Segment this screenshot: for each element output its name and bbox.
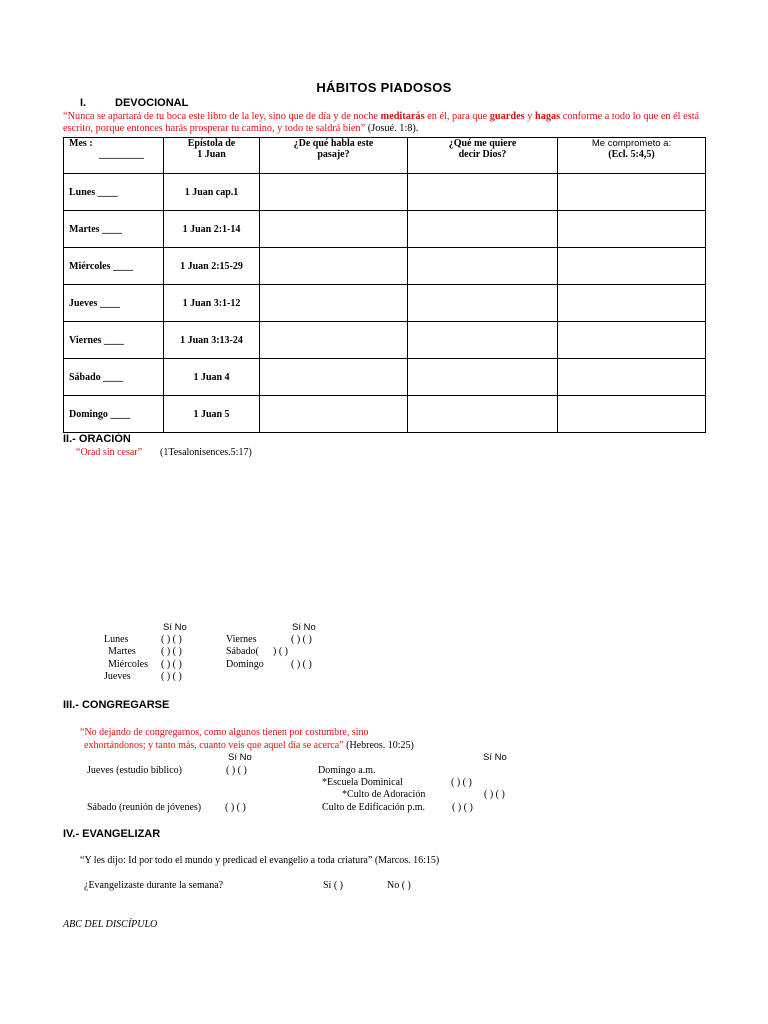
congregarse-domingo-am: Domingo a.m. bbox=[318, 765, 376, 776]
oracion-day-martes: Martes bbox=[108, 646, 136, 657]
pasaje-header: ¿De qué habla este pasaje? bbox=[260, 138, 408, 174]
oracion-day-jueves: Jueves bbox=[104, 671, 131, 682]
oracion-check-viernes[interactable]: ( ) ( ) bbox=[291, 634, 312, 645]
compromiso-cell[interactable] bbox=[558, 248, 706, 285]
compromiso-cell[interactable] bbox=[558, 396, 706, 433]
oracion-si-no-left: Sí No bbox=[163, 622, 187, 633]
pasaje-cell[interactable] bbox=[260, 211, 408, 248]
compromiso-cell[interactable] bbox=[558, 359, 706, 396]
congregarse-check-edificacion[interactable]: ( ) ( ) bbox=[452, 802, 473, 813]
congregarse-sabado: Sábado (reunión de jóvenes) bbox=[87, 802, 202, 813]
congregarse-check-adoracion[interactable]: ( ) ( ) bbox=[484, 789, 505, 800]
devocional-quote: “Nunca se apartará de tu boca este libro de la ley, sino que de día y de noche meditarás en él, para que guardes y hagas conforme a todo lo que en él está escrito, porque entonces harás prosperar tu camino, y todo te saldrá bien” (Josué. 1:8). bbox=[63, 111, 700, 134]
dios-cell[interactable] bbox=[408, 211, 558, 248]
table-row bbox=[64, 396, 706, 433]
congregarse-jueves: Jueves (estudio bíblico) bbox=[87, 765, 182, 776]
table-row bbox=[64, 322, 706, 359]
dios-cell[interactable] bbox=[408, 174, 558, 211]
day-cell: Lunes ____ bbox=[64, 174, 164, 211]
month-header: Mes : _________ bbox=[64, 138, 164, 174]
evangelizar-question: ¿Evangelizaste durante la semana? bbox=[84, 880, 224, 891]
table-row bbox=[64, 174, 706, 211]
congregarse-si-no-right: Sí No bbox=[483, 752, 507, 763]
day-cell: Martes ____ bbox=[64, 211, 164, 248]
ref-cell: 1 Juan 3:13-24 bbox=[164, 322, 260, 359]
oracion-day-viernes: Viernes bbox=[226, 634, 257, 645]
oracion-day-domingo: Domingo bbox=[226, 659, 264, 670]
oracion-check-martes[interactable]: ( ) ( ) bbox=[161, 646, 182, 657]
oracion-day-sabado: Sábado( bbox=[226, 646, 259, 657]
table-row bbox=[64, 211, 706, 248]
evangelizar-no-checkbox[interactable]: No ( ) bbox=[387, 880, 411, 891]
congregarse-quote-line2: exhortándonos; y tanto más, cuanto veis que aquel día se acerca” (Hebreos. 10:25) bbox=[84, 740, 414, 751]
oracion-day-miercoles: Miércoles bbox=[108, 659, 148, 670]
pasaje-cell[interactable] bbox=[260, 248, 408, 285]
footer-text: ABC DEL DISCÍPULO bbox=[63, 919, 158, 930]
month-blank[interactable]: _________ bbox=[99, 149, 144, 160]
ref-cell: 1 Juan cap.1 bbox=[164, 174, 260, 211]
day-cell: Miércoles ____ bbox=[64, 248, 164, 285]
congregarse-check-jueves[interactable]: ( ) ( ) bbox=[226, 765, 247, 776]
oracion-check-sabado[interactable]: ) ( ) bbox=[273, 646, 288, 657]
section-heading-oracion: II.- ORACIÓN bbox=[63, 433, 131, 445]
oracion-check-miercoles[interactable]: ( ) ( ) bbox=[161, 659, 182, 670]
table-row bbox=[64, 285, 706, 322]
epistola-header: Epístola de 1 Juan bbox=[164, 138, 260, 174]
table-header-row bbox=[64, 138, 706, 174]
day-cell: Domingo ____ bbox=[64, 396, 164, 433]
compromiso-cell[interactable] bbox=[558, 211, 706, 248]
devocional-table bbox=[63, 137, 706, 433]
oracion-ref: (1Tesalonisences.5:17) bbox=[160, 447, 252, 458]
ref-cell: 1 Juan 5 bbox=[164, 396, 260, 433]
oracion-check-lunes[interactable]: ( ) ( ) bbox=[161, 634, 182, 645]
compromiso-cell[interactable] bbox=[558, 174, 706, 211]
oracion-si-no-right: Sí No bbox=[292, 622, 316, 633]
evangelizar-quote: “Y les dijo: Id por todo el mundo y predicad el evangelio a toda criatura” (Marcos. 16:15) bbox=[80, 855, 440, 866]
congregarse-check-sabado[interactable]: ( ) ( ) bbox=[225, 802, 246, 813]
section-number-devocional: I. bbox=[80, 97, 87, 109]
ref-cell: 1 Juan 4 bbox=[164, 359, 260, 396]
ref-cell: 1 Juan 2:1-14 bbox=[164, 211, 260, 248]
oracion-quote: “Orad sin cesar” bbox=[76, 447, 143, 458]
dios-header: ¿Qué me quiere decir Dios? bbox=[408, 138, 558, 174]
congregarse-culto-edificacion: Culto de Edificación p.m. bbox=[322, 802, 426, 813]
dios-cell[interactable] bbox=[408, 359, 558, 396]
section-heading-congregarse: III.- CONGREGARSE bbox=[63, 699, 170, 711]
day-cell: Viernes ____ bbox=[64, 322, 164, 359]
oracion-check-domingo[interactable]: ( ) ( ) bbox=[291, 659, 312, 670]
congregarse-culto-adoracion: *Culto de Adoración bbox=[342, 789, 426, 800]
ref-cell: 1 Juan 3:1-12 bbox=[164, 285, 260, 322]
day-cell: Jueves ____ bbox=[64, 285, 164, 322]
section-heading-evangelizar: IV.- EVANGELIZAR bbox=[63, 828, 161, 840]
table-row bbox=[64, 248, 706, 285]
dios-cell[interactable] bbox=[408, 285, 558, 322]
pasaje-cell[interactable] bbox=[260, 396, 408, 433]
day-cell: Sábado ____ bbox=[64, 359, 164, 396]
evangelizar-si-checkbox[interactable]: Sí ( ) bbox=[323, 880, 343, 891]
page-title: HÁBITOS PIADOSOS bbox=[316, 80, 452, 95]
section-heading-devocional: DEVOCIONAL bbox=[115, 97, 189, 109]
congregarse-check-escuela[interactable]: ( ) ( ) bbox=[451, 777, 472, 788]
compromiso-cell[interactable] bbox=[558, 322, 706, 359]
pasaje-cell[interactable] bbox=[260, 322, 408, 359]
oracion-day-lunes: Lunes bbox=[104, 634, 129, 645]
compromiso-cell[interactable] bbox=[558, 285, 706, 322]
pasaje-cell[interactable] bbox=[260, 359, 408, 396]
congregarse-si-no-left: Sí No bbox=[228, 752, 252, 763]
table-row bbox=[64, 359, 706, 396]
pasaje-cell[interactable] bbox=[260, 174, 408, 211]
pasaje-cell[interactable] bbox=[260, 285, 408, 322]
dios-cell[interactable] bbox=[408, 248, 558, 285]
congregarse-escuela: *Escuela Dominical bbox=[322, 777, 403, 788]
ref-cell: 1 Juan 2:15-29 bbox=[164, 248, 260, 285]
oracion-check-jueves[interactable]: ( ) ( ) bbox=[161, 671, 182, 682]
congregarse-quote-line1: “No dejando de congregarnos, como algunos tienen por costumbre, sino bbox=[80, 727, 369, 738]
dios-cell[interactable] bbox=[408, 322, 558, 359]
compromiso-header: Me comprometo a: (Ecl. 5:4,5) bbox=[558, 138, 706, 174]
dios-cell[interactable] bbox=[408, 396, 558, 433]
